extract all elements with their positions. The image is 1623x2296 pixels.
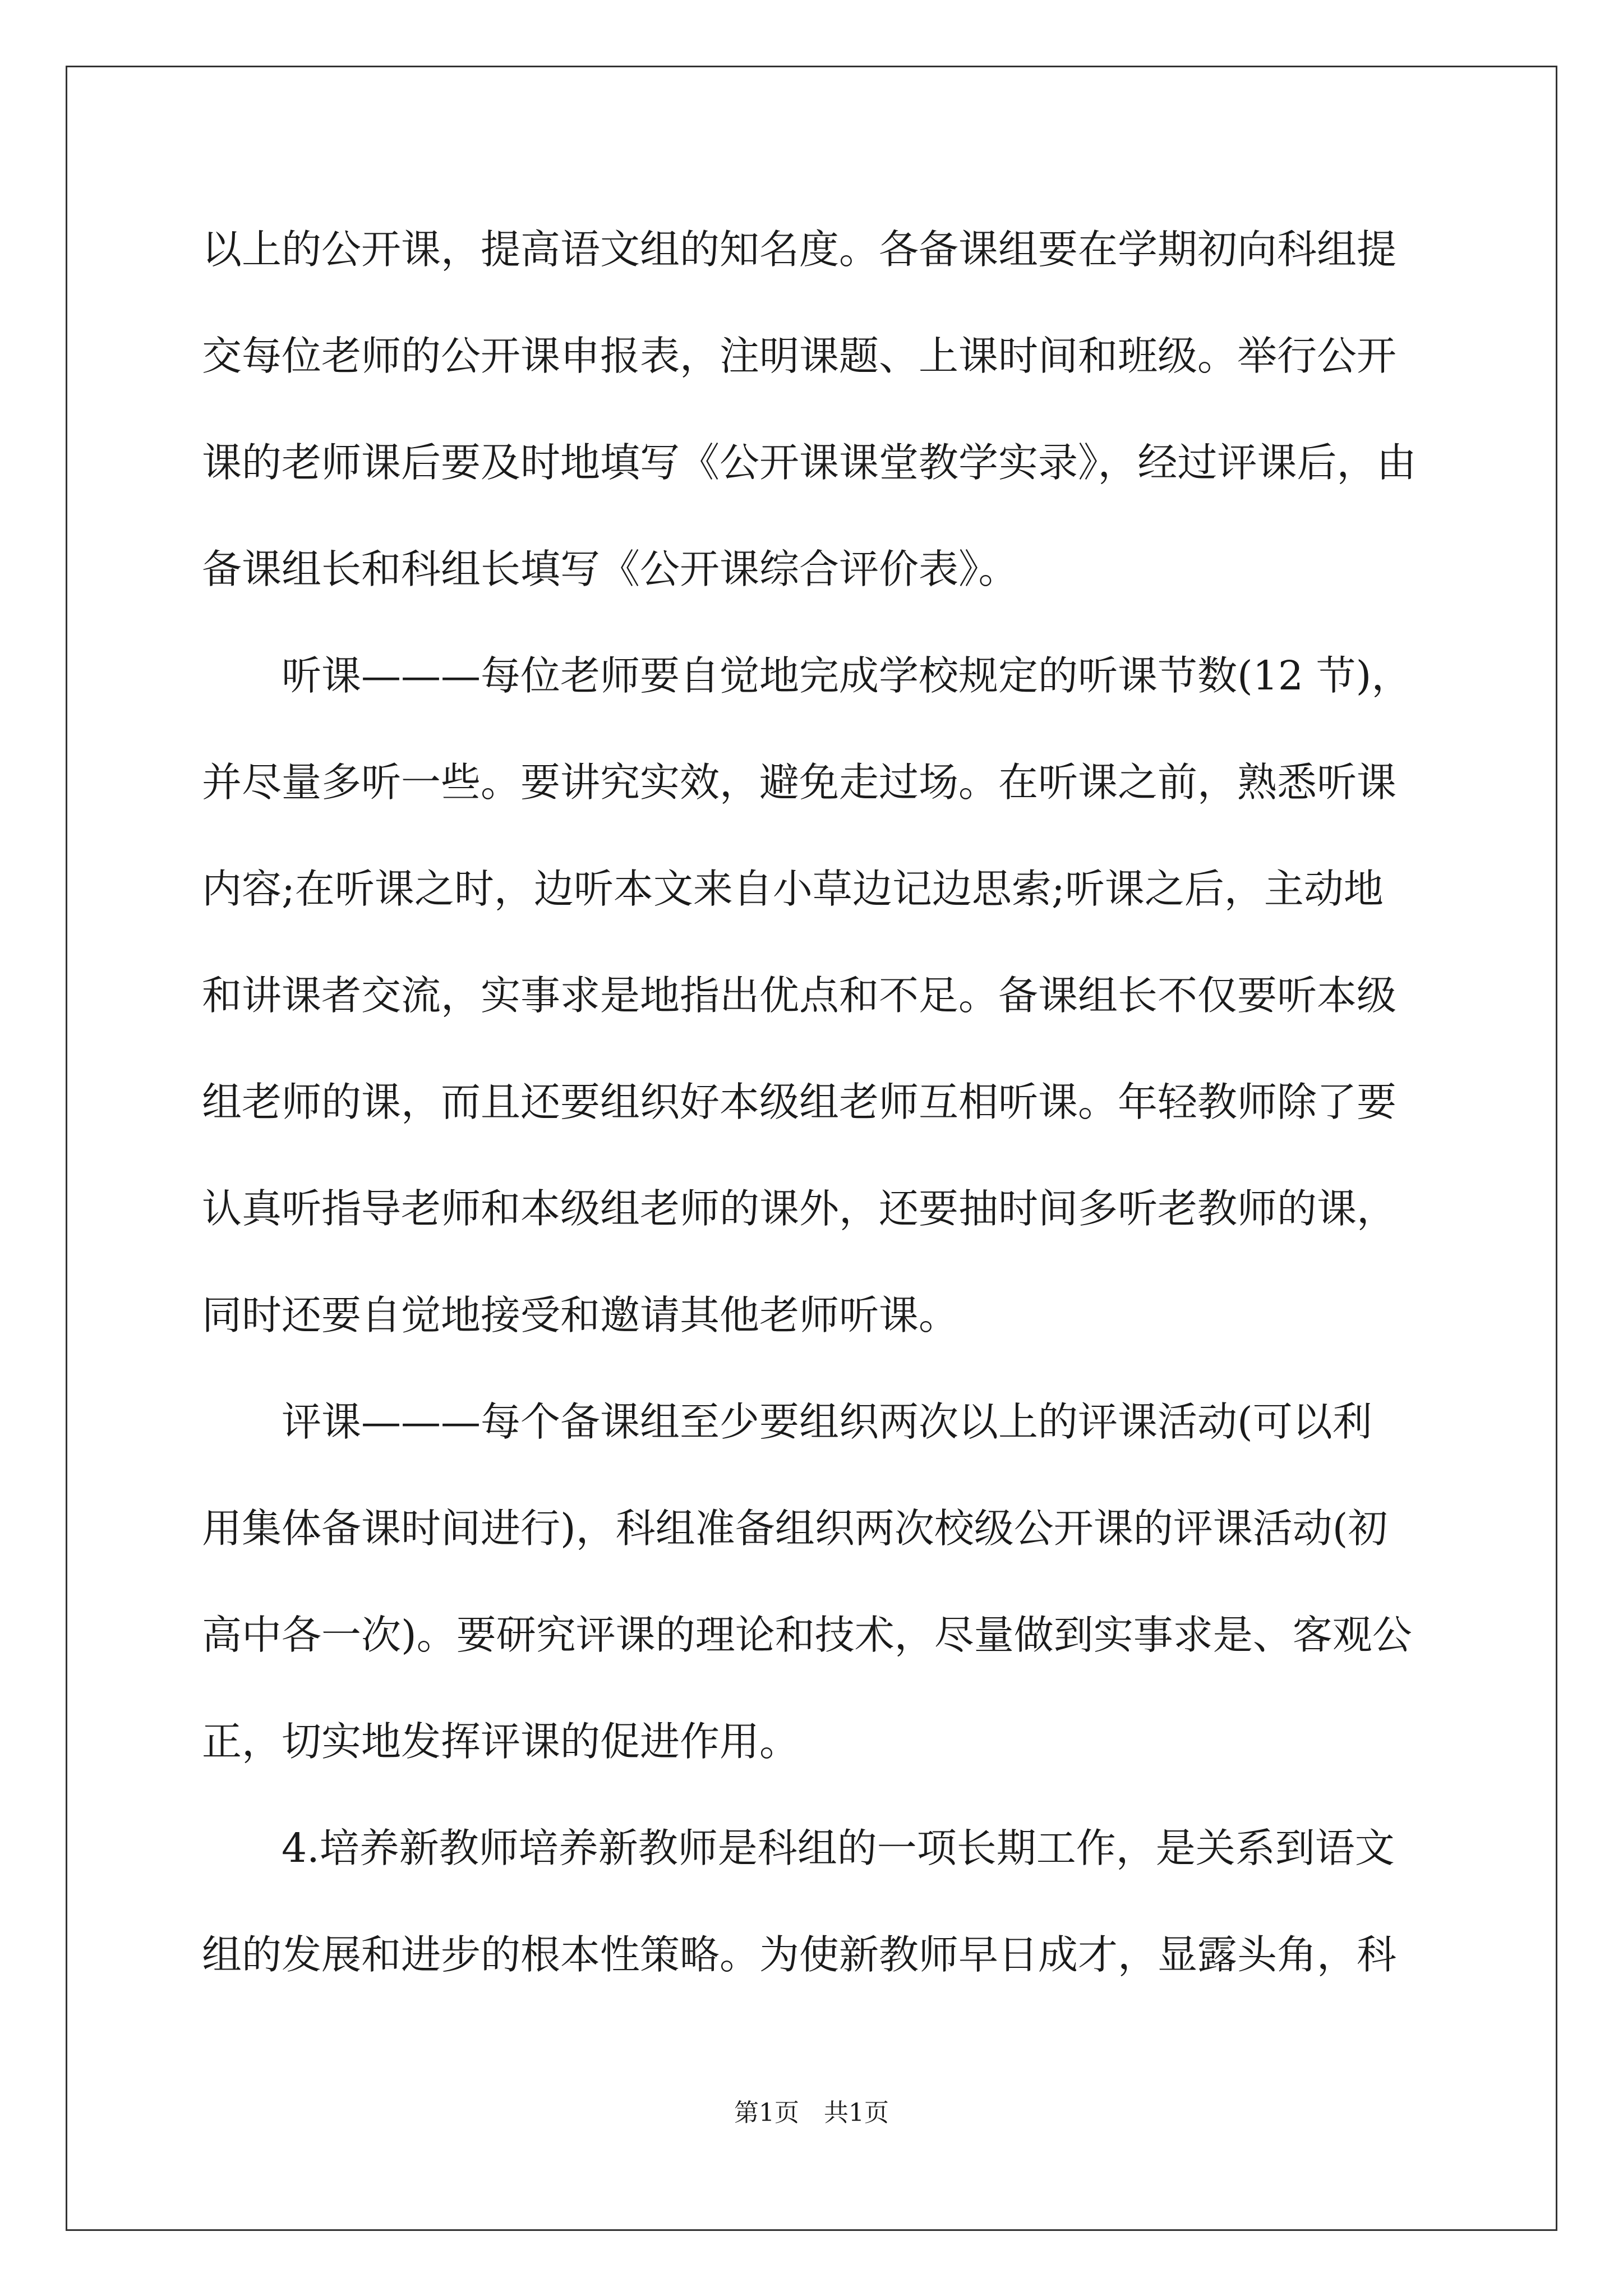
paragraph-start-line: 评课———每个备课组至少要组织两次以上的评课活动(可以利 <box>282 1398 1372 1445</box>
text-line: 和讲课者交流，实事求是地指出优点和不足。备课组长不仅要听本级 <box>202 972 1397 1019</box>
text-line: 正，切实地发挥评课的促进作用。 <box>202 1718 800 1765</box>
text-line: 备课组长和科组长填写《公开课综合评价表》。 <box>202 546 1018 592</box>
text-line: 用集体备课时间进行)，科组准备组织两次校级公开课的评课活动(初 <box>202 1505 1388 1552</box>
text-line: 并尽量多听一些。要讲究实效，避免走过场。在听课之前，熟悉听课 <box>202 759 1397 806</box>
text-line: 组的发展和进步的根本性策略。为使新教师早日成才，显露头角，科 <box>202 1931 1397 1978</box>
text-line: 同时还要自觉地接受和邀请其他老师听课。 <box>202 1292 959 1338</box>
page-footer: 第1页 共1页 <box>734 2099 889 2127</box>
text-line: 高中各一次)。要研究评课的理论和技术，尽量做到实事求是、客观公 <box>202 1612 1412 1658</box>
text-line: 交每位老师的公开课申报表，注明课题、上课时间和班级。举行公开 <box>202 333 1397 379</box>
paragraph-start-line: 4.培养新教师培养新教师是科组的一项长期工作，是关系到语文 <box>282 1825 1395 1871</box>
text-line: 以上的公开课，提高语文组的知名度。各备课组要在学期初向科组提 <box>202 226 1397 273</box>
text-line: 内容;在听课之时，边听本文来自小草边记边思索;听课之后，主动地 <box>202 866 1384 912</box>
paragraph-start-line: 听课———每位老师要自觉地完成学校规定的听课节数(12 节)， <box>282 652 1412 699</box>
text-line: 课的老师课后要及时地填写《公开课课堂教学实录》，经过评课后，由 <box>202 439 1417 486</box>
document-body <box>202 208 1436 2019</box>
text-line: 组老师的课，而且还要组织好本级组老师互相听课。年轻教师除了要 <box>202 1079 1397 1125</box>
text-line: 认真听指导老师和本级组老师的课外，还要抽时间多听老教师的课， <box>202 1185 1397 1232</box>
